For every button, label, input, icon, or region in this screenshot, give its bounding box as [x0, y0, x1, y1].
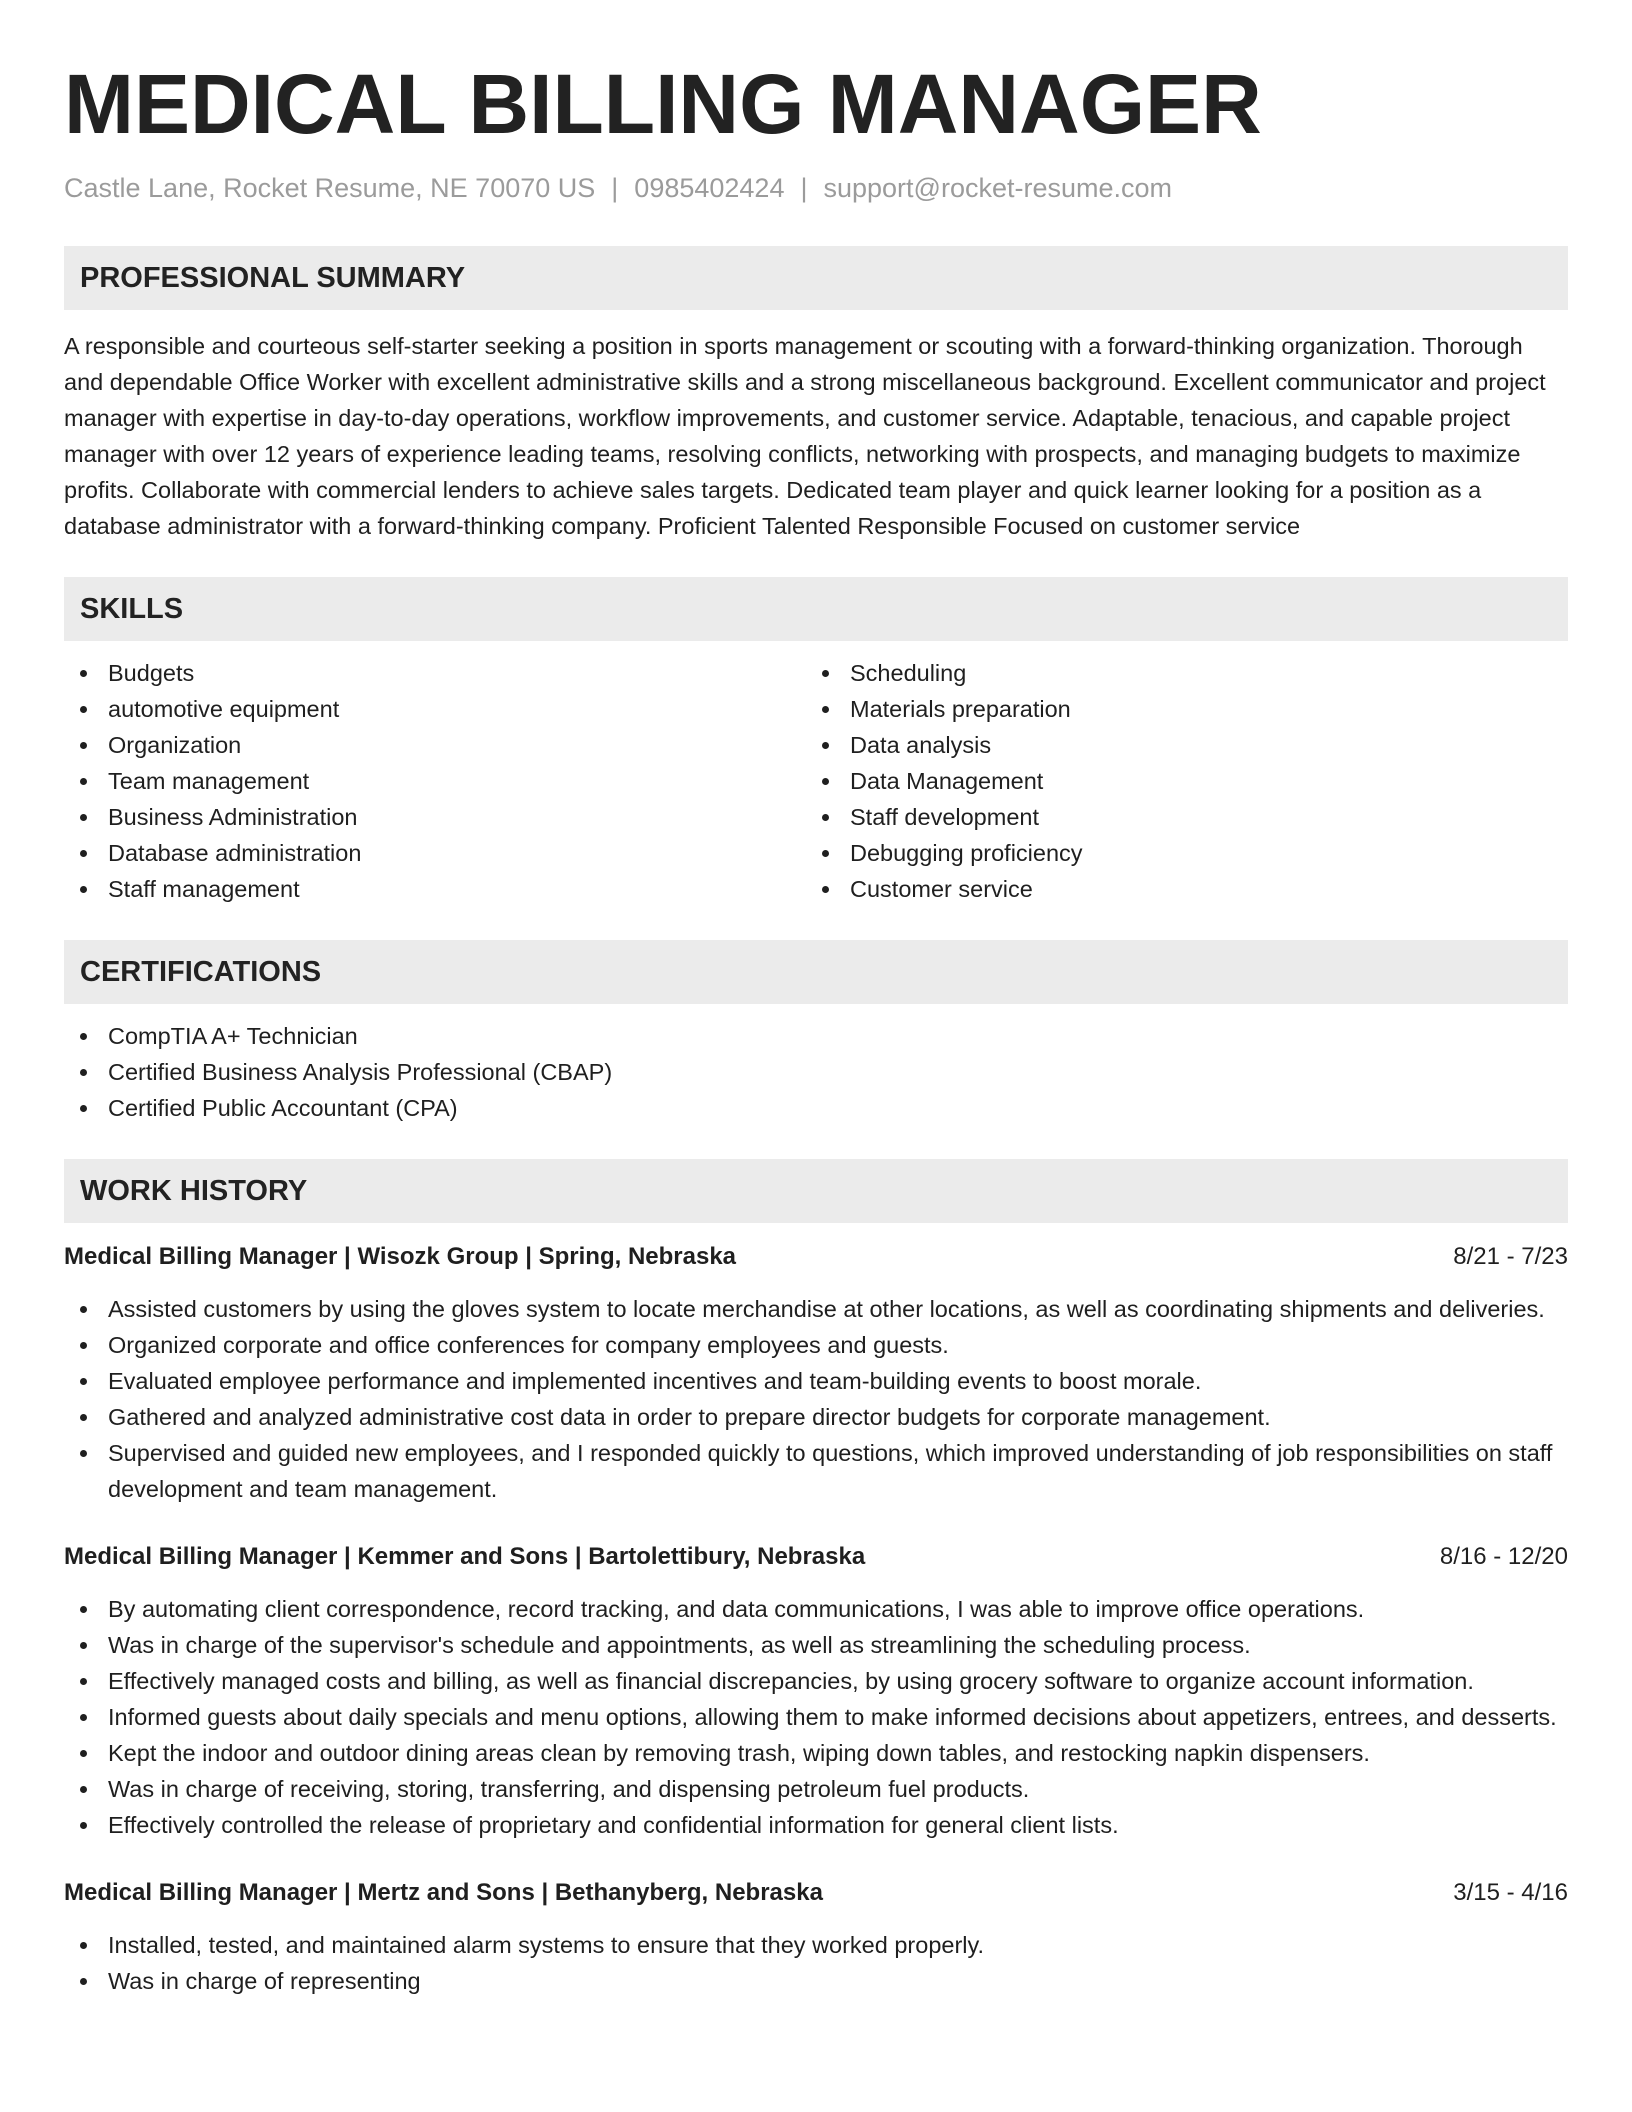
job-entry: [64, 1239, 1568, 1507]
candidate-name: MEDICAL BILLING MANAGER: [64, 57, 1262, 151]
skill-item: Materials preparation: [806, 691, 1548, 727]
job-duty: Kept the indoor and outdoor dining areas clean by removing trash, wiping down tables, and restocking napkin dispensers.: [64, 1735, 1568, 1771]
summary-text: A responsible and courteous self-starter seeking a position in sports management or scouting with a forward-thinking organization. Thorough and dependable Office Worker with excellent administrative skills and a strong miscellaneous background. Excellent communicator and project manager with expertise in day-to-day operations, workflow improvements, and customer service. Adaptable, tenacious, and capable project manager with over 12 years of experience leading teams, resolving conflicts, networking with prospects, and managing budgets to maximize profits. Collaborate with commercial lenders to achieve sales targets. Dedicated team player and quick learner looking for a position as a database administrator with a forward-thinking company. Proficient Talented Responsible Focused on customer service: [64, 333, 1546, 539]
skills-list: [64, 655, 1568, 907]
contact-phone: 0985402424: [634, 173, 785, 203]
job-dates: 3/15 - 4/16: [1453, 1879, 1568, 1906]
job-duty: Organized corporate and office conferences for company employees and guests.: [64, 1327, 1568, 1363]
job-duty: Effectively controlled the release of proprietary and confidential information for general client lists.: [64, 1807, 1568, 1843]
job-duty: Informed guests about daily specials and menu options, allowing them to make informed decisions about appetizers, entrees, and desserts.: [64, 1699, 1568, 1735]
skill-item: Scheduling: [806, 655, 1548, 691]
job-header: [64, 1875, 1568, 1911]
job-dates: 8/16 - 12/20: [1439, 1543, 1568, 1570]
job-duty: Evaluated employee performance and implemented incentives and team-building events to boost morale.: [64, 1363, 1568, 1399]
contact-line: [64, 170, 1568, 206]
job-duties: [64, 1927, 1568, 1999]
skill-item: Budgets: [64, 655, 806, 691]
job-duty: Effectively managed costs and billing, as well as financial discrepancies, by using grocery software to organize account information.: [64, 1663, 1568, 1699]
skill-item: Business Administration: [64, 799, 806, 835]
skill-item: Staff development: [806, 799, 1548, 835]
resume-page: [64, 54, 1568, 1999]
certification-item: CompTIA A+ Technician: [64, 1018, 1568, 1054]
contact-separator: |: [611, 173, 619, 203]
skill-item: Debugging proficiency: [806, 835, 1548, 871]
job-duty: Was in charge of the supervisor's schedule and appointments, as well as streamlining the scheduling process.: [64, 1627, 1568, 1663]
job-entry: [64, 1875, 1568, 1999]
job-duties: [64, 1591, 1568, 1843]
skill-item: Data Management: [806, 763, 1548, 799]
skill-item: Staff management: [64, 871, 806, 907]
skill-item: Database administration: [64, 835, 806, 871]
certification-item: Certified Business Analysis Professional (CBAP): [64, 1054, 1568, 1090]
skill-item: Customer service: [806, 871, 1548, 907]
job-entry: [64, 1539, 1568, 1843]
job-duty: Was in charge of representing: [64, 1963, 1568, 1999]
skills-column-left: [64, 655, 806, 907]
job-title: Medical Billing Manager | Wisozk Group | Spring, Nebraska: [64, 1243, 737, 1270]
job-duty: By automating client correspondence, record tracking, and data communications, I was able to improve office operations.: [64, 1591, 1568, 1627]
certifications-list: [64, 1018, 1568, 1126]
skills-column-right: [806, 655, 1548, 907]
section-header-skills: SKILLS: [64, 577, 1568, 641]
job-duty: Gathered and analyzed administrative cost data in order to prepare director budgets for corporate management.: [64, 1399, 1568, 1435]
section-header-certifications: CERTIFICATIONS: [64, 940, 1568, 1004]
job-duties: [64, 1291, 1568, 1507]
job-duty: Was in charge of receiving, storing, transferring, and dispensing petroleum fuel products.: [64, 1771, 1568, 1807]
section-header-professional-summary: PROFESSIONAL SUMMARY: [64, 246, 1568, 310]
skill-item: Data analysis: [806, 727, 1548, 763]
contact-separator: |: [800, 173, 808, 203]
skill-item: Team management: [64, 763, 806, 799]
contact-email: support@rocket-resume.com: [823, 173, 1173, 203]
skill-item: Organization: [64, 727, 806, 763]
certification-item: Certified Public Accountant (CPA): [64, 1090, 1568, 1126]
contact-address: Castle Lane, Rocket Resume, NE 70070 US: [64, 173, 596, 203]
job-title: Medical Billing Manager | Kemmer and Sons | Bartolettibury, Nebraska: [64, 1543, 866, 1570]
job-header: [64, 1539, 1568, 1575]
skill-item: automotive equipment: [64, 691, 806, 727]
section-header-work-history: WORK HISTORY: [64, 1159, 1568, 1223]
job-duty: Assisted customers by using the gloves system to locate merchandise at other locations, as well as coordinating shipments and deliveries.: [64, 1291, 1568, 1327]
job-dates: 8/21 - 7/23: [1453, 1243, 1568, 1270]
job-duty: Supervised and guided new employees, and I responded quickly to questions, which improved understanding of job responsibilities on staff development and team management.: [64, 1435, 1568, 1507]
job-title: Medical Billing Manager | Mertz and Sons | Bethanyberg, Nebraska: [64, 1879, 823, 1906]
job-header: [64, 1239, 1568, 1275]
job-duty: Installed, tested, and maintained alarm systems to ensure that they worked properly.: [64, 1927, 1568, 1963]
